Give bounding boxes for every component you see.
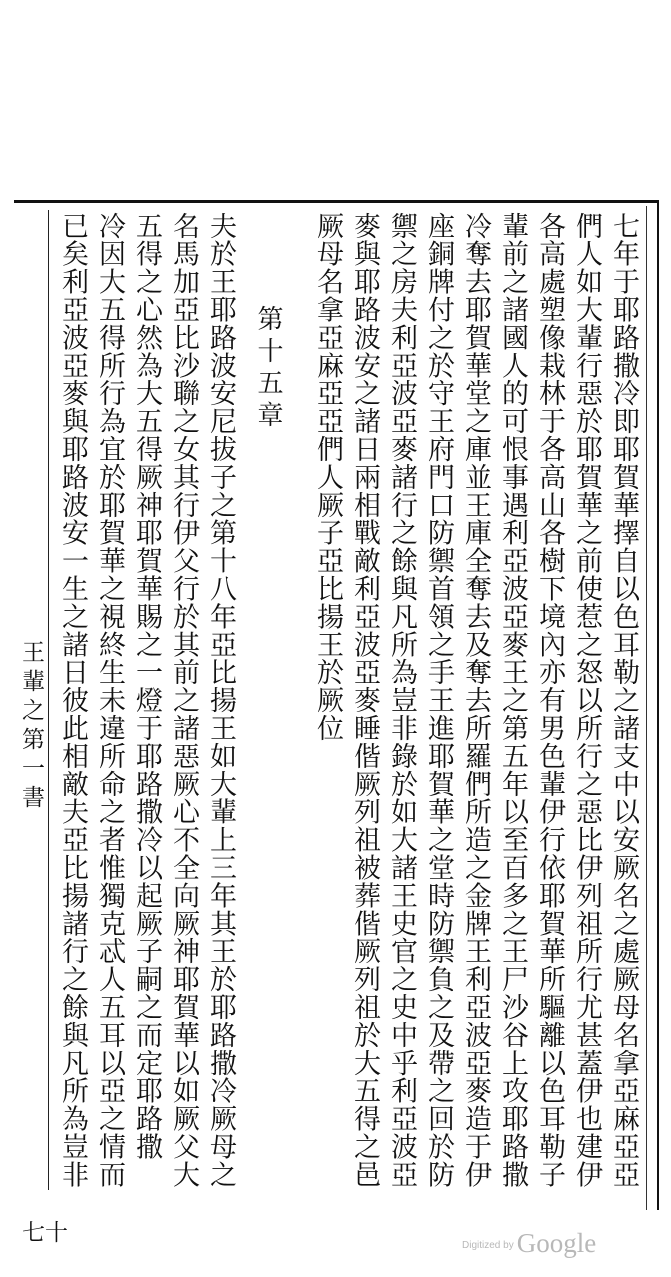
google-logo-text: Google — [516, 1228, 597, 1258]
right-margin-rule — [646, 206, 647, 1210]
text-column-13: 冷因大五得所行為宜於耶賀華之視終生未違所命之者惟獨克忒人五耳以亞之情而 — [94, 212, 125, 1189]
text-column-8: 麥與耶路波安之諸日兩相戰敵利亞波亞麥睡偕厥列祖被葬偕厥列祖於大五得之邑 — [349, 212, 380, 1189]
text-column-7: 禦之房夫利亞波亞麥諸行之餘與凡所為豈非錄於如大諸王史官之史中乎利亞波亞 — [386, 212, 417, 1189]
watermark-small-text: Digitized by — [462, 1240, 514, 1251]
text-column-14: 已矣利亞波亞麥與耶路波安一生之諸日彼此相敵夫亞比揚諸行之餘與凡所為豈非 — [57, 212, 88, 1189]
text-column-4: 輩前之諸國人的可恨事遇利亞波亞麥王之第五年以至百多之王尸沙谷上攻耶路撒 — [497, 212, 528, 1189]
chapter-heading: 第十五章 — [253, 305, 283, 433]
text-column-10: 夫於王耶路波安尼拔子之第十八年亞比揚王如大輩上三年其王於耶路撒冷厥母之 — [205, 212, 236, 1189]
text-column-6: 座銅牌付之於守王府門口防禦首領之手王進耶賀華之堂時防禦負之及帶之回於防 — [423, 212, 454, 1189]
text-column-2: 們人如大輩行惡於耶賀華之前使惹之怒以所行之惡比伊列祖所行尤甚蓋伊也建伊 — [571, 212, 602, 1189]
running-header-column — [14, 210, 67, 1243]
text-column-5: 冷奪去耶賀華堂之庫並王庫全奪去及奪去所羅們所造之金牌王利亞波亞麥造于伊 — [460, 212, 491, 1189]
text-column-11: 名馬加亞比沙聯之女其行伊父行於其前之諸惡厥心不全向厥神耶賀華以如厥父大 — [168, 212, 199, 1189]
running-header-title: 王輩之第一書 — [18, 640, 44, 814]
google-watermark — [462, 1228, 596, 1259]
text-column-9: 厥母名拿亞麻亞亞們人厥子亞比揚王於厥位 — [312, 212, 343, 743]
page-number: 十七 — [18, 1220, 67, 1243]
text-column-1: 七年于耶路撒冷即耶賀華擇自以色耳勒之諸支中以安厥名之處厥母名拿亞麻亞亞 — [608, 212, 639, 1189]
text-column-3: 各高處塑像栽林于各高山各樹下境內亦有男色輩伊行依耶賀華所驅離以色耳勒子 — [534, 212, 565, 1189]
text-column-12: 五得之心然為大五得厥神耶賀華賜之一燈于耶路撒冷以起厥子嗣之而定耶路撒 — [131, 212, 162, 1161]
